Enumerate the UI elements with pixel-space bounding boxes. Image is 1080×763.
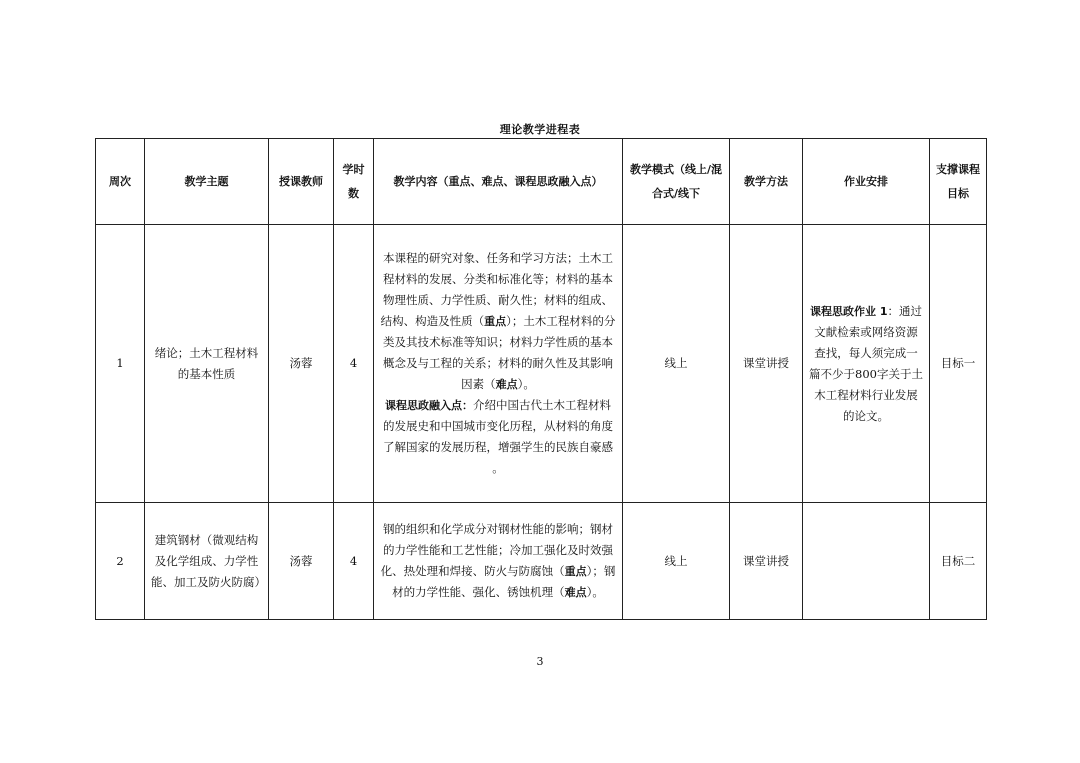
cell-week: 2	[96, 503, 145, 620]
cell-mode: 线上	[623, 503, 730, 620]
page-title: 理论教学进程表	[499, 123, 581, 136]
homework-label: 课程思政作业 1	[810, 304, 888, 318]
page-number: 3	[536, 655, 544, 668]
header-method: 教学方法	[730, 139, 803, 225]
content-text: ）。	[586, 585, 604, 599]
cell-topic: 建筑钢材（微观结构及化学组成、力学性能、加工及防火防腐）	[145, 503, 269, 620]
cell-homework	[803, 225, 930, 503]
ideology-label: 课程思政融入点：	[385, 399, 473, 412]
difficult-point-label: 难点	[564, 586, 587, 599]
header-homework: 作业安排	[803, 139, 930, 225]
header-mode: 教学模式（线上/混合式/线下	[623, 139, 730, 225]
key-point-label: 重点	[564, 565, 587, 578]
ideology-text: 介绍中国古代土木工程材料的发展史和中国城市变化历程，从材料的角度了解国家的发展历程，增强学生的民族自豪感 。	[383, 398, 613, 475]
cell-week: 1	[96, 225, 145, 503]
content-text: ）；钢材的力学性能、强化、锈蚀机理（	[392, 564, 616, 599]
cell-content	[374, 503, 623, 620]
content-text: 钢的组织和化学成分对钢材性能的影响；钢材的力学性能和工艺性能；冷加工强化及时效强化、热处理和焊接、防火与防腐蚀（	[380, 522, 613, 578]
cell-hours: 4	[334, 503, 374, 620]
schedule-table	[95, 138, 987, 620]
header-topic: 教学主题	[145, 139, 269, 225]
cell-hours: 4	[334, 225, 374, 503]
cell-goal: 目标二	[930, 503, 987, 620]
cell-method: 课堂讲授	[730, 225, 803, 503]
cell-topic: 绪论；土木工程材料的基本性质	[145, 225, 269, 503]
content-text: 本课程的研究对象、任务和学习方法；土木工程材料的发展、分类和标准化等；材料的基本物理性质、力学性质、耐久性；材料的组成、结构、构造及性质（	[380, 251, 613, 328]
header-content: 教学内容（重点、难点、课程思政融入点）	[374, 139, 623, 225]
cell-mode: 线上	[623, 225, 730, 503]
difficult-point-label: 难点	[495, 378, 518, 391]
cell-homework	[803, 503, 930, 620]
table-row	[96, 225, 987, 503]
cell-teacher: 汤蓉	[269, 225, 334, 503]
header-week: 周次	[96, 139, 145, 225]
header-goal: 支撑课程目标	[930, 139, 987, 225]
cell-goal: 目标一	[930, 225, 987, 503]
table-row	[96, 503, 987, 620]
content-text: ）。	[517, 377, 535, 391]
homework-text: ：通过文献检索或网络资源查找，每人须完成一篇不少于800字关于土木工程材料行业发展的论文。	[809, 303, 923, 423]
cell-method: 课堂讲授	[730, 503, 803, 620]
header-teacher: 授课教师	[269, 139, 334, 225]
header-hours: 学时数	[334, 139, 374, 225]
table-header-row	[96, 139, 987, 225]
content-text: ）；土木工程材料的分类及其技术标准等知识；材料力学性质的基本概念及与工程的关系；材料的耐久性及其影响因素（	[383, 314, 616, 391]
cell-content	[374, 225, 623, 503]
cell-teacher: 汤蓉	[269, 503, 334, 620]
key-point-label: 重点	[484, 315, 507, 328]
